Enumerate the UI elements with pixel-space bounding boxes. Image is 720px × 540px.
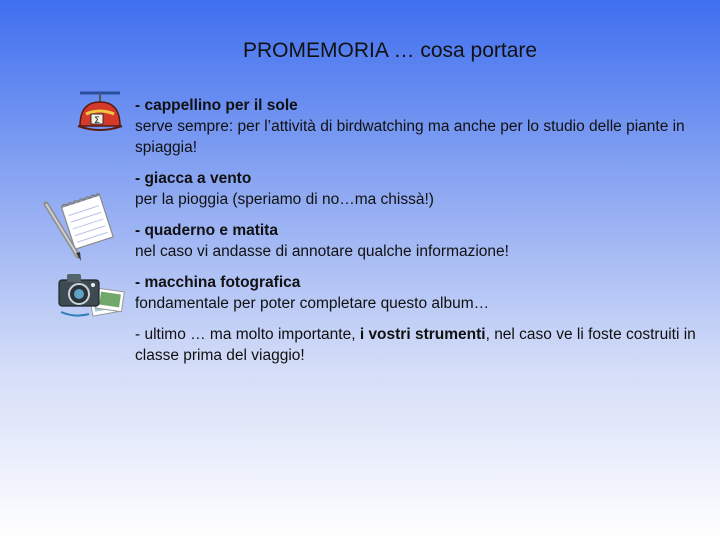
notepad-pencil-icon (40, 190, 120, 262)
item-heading: - cappellino per il sole (135, 97, 298, 114)
item-text-suffix: , nel caso ve li foste costruiti in classe prima del viaggio! (135, 326, 696, 364)
item-heading: - macchina fotografica (135, 274, 301, 291)
camera-photos-icon (55, 264, 127, 324)
list-item-hat (135, 95, 715, 158)
list-item-tools (135, 324, 715, 366)
propeller-hat-icon (72, 88, 128, 136)
item-heading: - quaderno e matita (135, 222, 278, 239)
item-text-prefix: - ultimo … ma molto importante, (135, 326, 360, 343)
list-item-jacket (135, 168, 715, 210)
item-text: per la pioggia (speriamo di no…ma chissà!) (135, 191, 434, 208)
item-text: serve sempre: per l’attività di birdwatching ma anche per lo studio delle piante in spiaggia! (135, 118, 685, 156)
item-text-bold: i vostri strumenti (359, 326, 486, 343)
list-item-notebook (135, 220, 715, 262)
reminder-list (135, 95, 715, 366)
item-text: fondamentale per poter completare questo album… (135, 295, 490, 312)
svg-text:Σ: Σ (94, 116, 100, 126)
item-text: nel caso vi andasse di annotare qualche informazione! (135, 243, 509, 260)
slide-title: PROMEMORIA … cosa portare (243, 39, 538, 62)
list-item-camera (135, 272, 715, 314)
item-heading: - giacca a vento (135, 170, 252, 187)
